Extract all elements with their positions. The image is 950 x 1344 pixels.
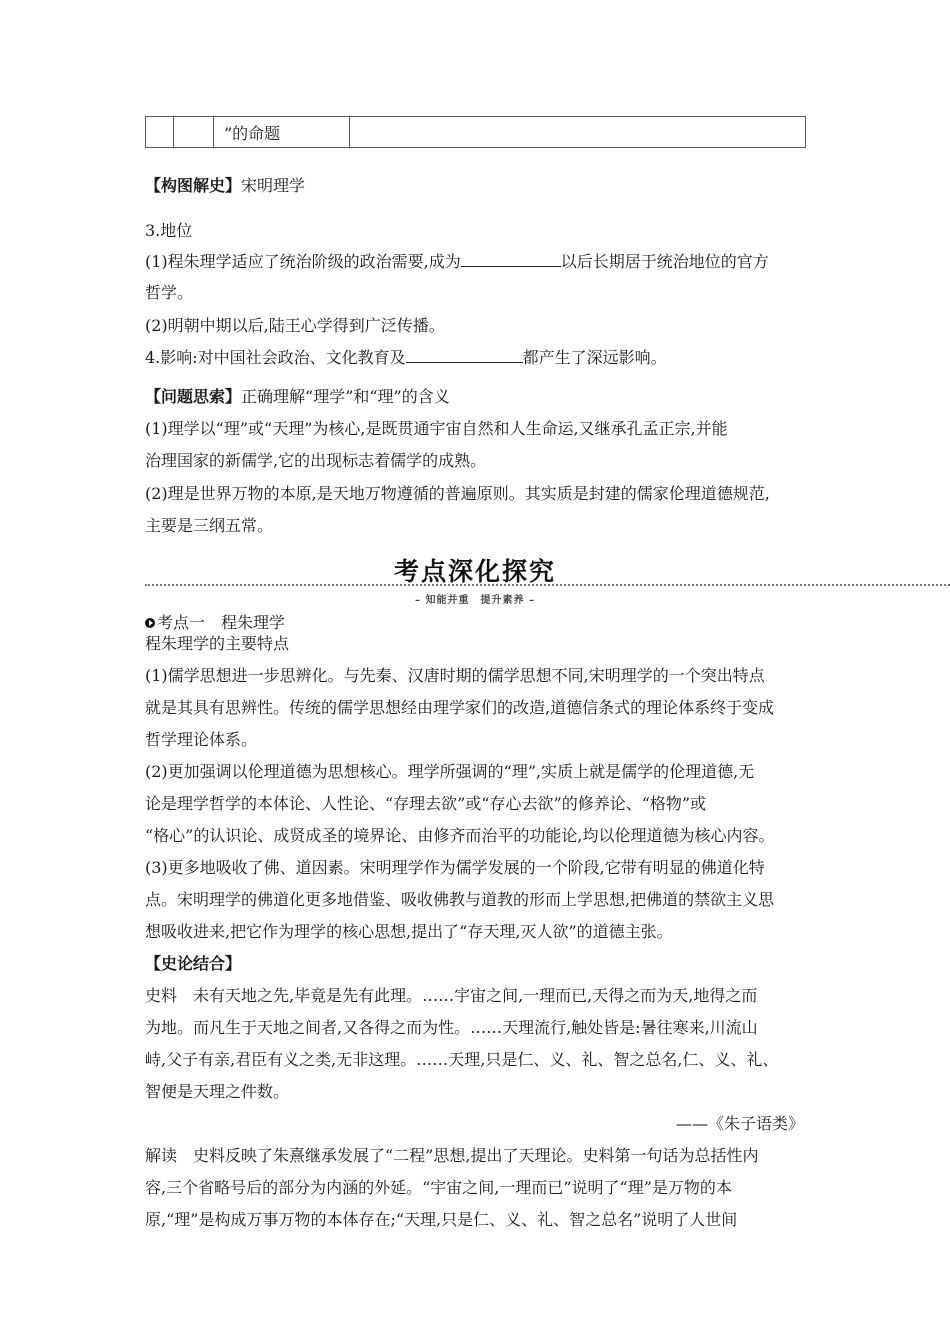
fill-blank: [461, 250, 561, 267]
reading-line: 容,三个省略号后的部分为内涵的外延。“宇宙之间,一理而已”说明了“理”是万物的本: [145, 1178, 732, 1197]
paragraph-line: 论是理学哲学的本体论、人性论、“存理去欲”或“存心去欲”的修养论、“格物”或: [145, 794, 707, 813]
paragraph-line: (2)理是世界万物的本原,是天地万物遵循的普遍原则。其实质是封建的儒家伦理道德规范,: [145, 484, 770, 503]
paragraph-line: 就是其具有思辨性。传统的儒学思想经由理学家们的改造,道德信条式的理论体系终于变成: [145, 698, 775, 717]
table-cell-text: ”的命题: [224, 124, 281, 143]
kaodian-label: 考点一 程朱理学: [157, 613, 286, 632]
source-line: 峙,父子有亲,君臣有义之类,无非这理。……天理,只是仁、义、礼、智之总名,仁、义、礼、: [145, 1050, 779, 1069]
position-item-1-cont: 哲学。: [145, 283, 194, 302]
table-fragment: [145, 116, 806, 148]
source-line: 史料 未有天地之先,毕竟是先有此理。……宇宙之间,一理而已,天得之而为天,地得之而: [145, 986, 758, 1005]
section-divider: [145, 584, 950, 586]
position-item-1: [145, 250, 769, 273]
source-citation: ——《朱子语类》: [675, 1114, 804, 1133]
play-bullet-icon: [145, 618, 155, 628]
text-segment: 4.影响:对中国社会政治、文化教育及: [145, 348, 406, 367]
source-line: 为地。而凡生于天地之间者,又各得之而为性。……天理流行,触处皆是:暑往寒来,川流山: [145, 1018, 758, 1037]
paragraph-line: (1)儒学思想进一步思辨化。与先秦、汉唐时期的儒学思想不同,宋明理学的一个突出特点: [145, 666, 765, 685]
table-divider: [173, 117, 174, 147]
section-heading-thinking: [145, 386, 450, 408]
paragraph-line: 点。宋明理学的佛道化更多地借鉴、吸收佛教与道教的形而上学思想,把佛道的禁欲主义思: [145, 890, 775, 909]
section-banner-subtitle: – 知能并重 提升素养 –: [415, 595, 535, 606]
source-line: 智便是天理之件数。: [145, 1082, 290, 1101]
section-label: 【问题思索】: [145, 387, 242, 406]
kaodian-heading: [145, 612, 285, 634]
paragraph-line: “格心”的认识论、成贤成圣的境界论、由修齐而治平的功能论,均以伦理道德为核心内容。: [145, 826, 775, 845]
kaodian-subtitle: 程朱理学的主要特点: [145, 634, 290, 653]
paragraph-line: 想吸收进来,把它作为理学的核心思想,提出了“存天理,灭人欲”的道德主张。: [145, 922, 673, 941]
text-segment: (1)程朱理学适应了统治阶级的政治需要,成为: [145, 252, 461, 271]
section-heading-diagram: [145, 175, 305, 197]
text-segment: 以后长期居于统治地位的官方: [560, 252, 769, 271]
reading-line: 解读 史料反映了朱熹继承发展了“二程”思想,提出了天理论。史料第一句话为总括性内: [145, 1146, 759, 1165]
reading-line: 原,“理”是构成万事万物的本体存在;“天理,只是仁、义、礼、智之总名”说明了人世间: [145, 1210, 738, 1229]
table-divider: [213, 117, 214, 147]
text-segment: 都产生了深远影响。: [522, 348, 667, 367]
paragraph-line: (3)更多地吸收了佛、道因素。宋明理学作为儒学发展的一个阶段,它带有明显的佛道化特: [145, 858, 765, 877]
section-title: 正确理解“理学”和“理”的含义: [241, 387, 450, 406]
paragraph-line: 治理国家的新儒学,它的出现标志着儒学的成熟。: [145, 451, 487, 470]
influence-line: [145, 346, 667, 369]
fill-blank: [406, 346, 523, 363]
position-heading: 3.地位: [145, 221, 193, 240]
paragraph-line: 主要是三纲五常。: [145, 516, 274, 535]
section-label: 【构图解史】: [145, 176, 242, 195]
paragraph-line: (1)理学以“理”或“天理”为核心,是既贯通宇宙自然和人生命运,又继承孔孟正宗,并能: [145, 419, 728, 438]
section-title: 宋明理学: [241, 176, 306, 195]
paragraph-line: (2)更加强调以伦理道德为思想核心。理学所强调的“理”,实质上就是儒学的伦理道德,无: [145, 762, 755, 781]
position-item-2: (2)明朝中期以后,陆王心学得到广泛传播。: [145, 316, 445, 335]
section-banner-title: 考点深化探究: [393, 557, 556, 586]
table-divider: [349, 117, 350, 147]
history-label: 【史论结合】: [145, 954, 242, 973]
paragraph-line: 哲学理论体系。: [145, 730, 258, 749]
